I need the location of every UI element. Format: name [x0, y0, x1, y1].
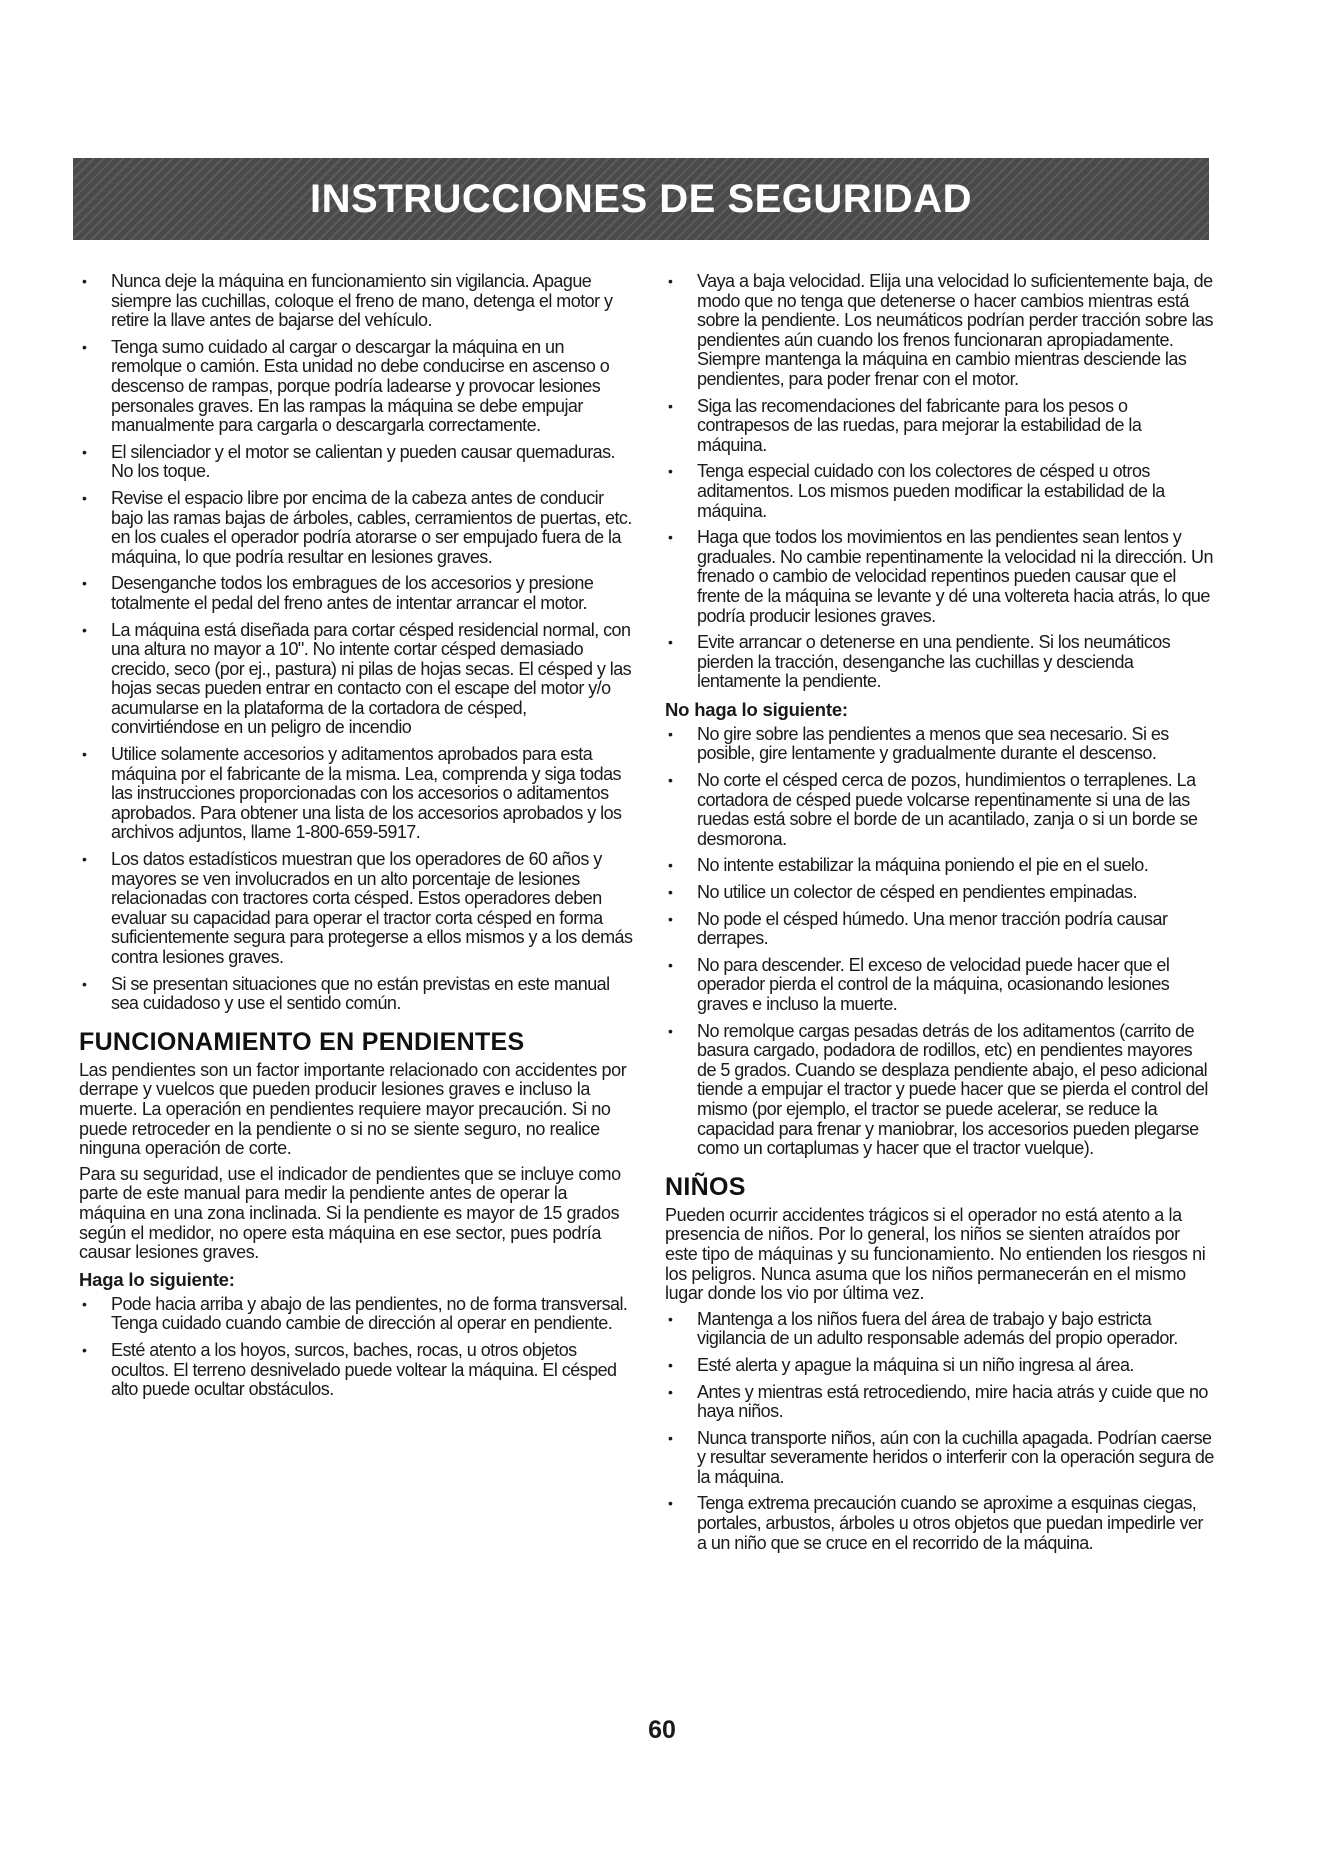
list-item: • No remolque cargas pesadas detrás de los aditamentos (carrito de basura cargado, podadora de rodillos, etc) en pendientes mayores de 5 grados. Cuando se desplaza pendiente abajo, el peso adicional tiende a empujar el tractor y puede hacer que se pierda el control del mismo (por ejemplo, el tractor se puede acelerar, se reduce la capacidad para frenar y maniobrar, los accesorios pueden plegarse como un cortaplumas y hacer que el tractor vuelque). [665, 1022, 1215, 1159]
do-list [79, 1295, 634, 1400]
list-item: • Antes y mientras está retrocediendo, mire hacia atrás y cuide que no haya niños. [665, 1383, 1215, 1422]
list-item: • No pode el césped húmedo. Una menor tracción podría causar derrapes. [665, 910, 1215, 949]
list-item: • Desenganche todos los embragues de los accesorios y presione totalmente el pedal del freno antes de intentar arrancar el motor. [79, 574, 634, 613]
list-item: • Nunca deje la máquina en funcionamiento sin vigilancia. Apague siempre las cuchillas, coloque el freno de mano, detenga el motor y retire la llave antes de bajarse del vehículo. [79, 272, 634, 331]
page-number: 60 [648, 1716, 676, 1744]
slopes-paragraph: Para su seguridad, use el indicador de pendientes que se incluye como parte de este manual para medir la pendiente antes de operar la máquina en una zona inclinada. Si la pendiente es mayor de 15 grados según el medidor, no opere esta máquina en ese sector, pues podría causar lesiones graves. [79, 1163, 621, 1263]
safety-list-right [665, 272, 1215, 692]
list-item: • Tenga extrema precaución cuando se aproxime a esquinas ciegas, portales, arbustos, árboles u otros objetos que puedan impedirle ver a un niño que se cruce en el recorrido de la máquina. [665, 1494, 1215, 1553]
slopes-paragraph: Las pendientes son un factor importante relacionado con accidentes por derrape y vuelcos que pueden producir lesiones graves e incluso la muerte. La operación en pendientes requiere mayor precaución. Si no puede retroceder en la pendiente o si no se siente seguro, no realice ninguna operación de corte. [79, 1059, 627, 1159]
children-list [665, 1310, 1215, 1554]
list-item: • No corte el césped cerca de pozos, hundimientos o terraplenes. La cortadora de césped puede volcarse repentinamente si una de las ruedas está sobre el borde de un acantilado, zanja o si un borde se desmorona. [665, 771, 1215, 849]
list-item: • No gire sobre las pendientes a menos que sea necesario. Si es posible, gire lentamente y gradualmente durante el descenso. [665, 725, 1215, 764]
list-item: • Utilice solamente accesorios y aditamentos aprobados para esta máquina por el fabricante de la misma. Lea, comprenda y siga todas las instrucciones proporcionadas con los accesorios o aditamentos aprobados. Para obtener una lista de los accesorios aprobados y los archivos adjuntos, llame 1-800-659-5917. [79, 745, 634, 843]
list-item: • Los datos estadísticos muestran que los operadores de 60 años y mayores se ven involucrados en un alto porcentaje de lesiones relacionadas con tractores corta césped. Estos operadores deben evaluar su capacidad para operar el tractor corta césped en forma suficientemente segura para protegerse a ellos mismos y a los demás contra lesiones graves. [79, 850, 634, 968]
do-heading: Haga lo siguiente: [79, 1268, 235, 1290]
list-item: • El silenciador y el motor se calientan y pueden causar quemaduras. No los toque. [79, 443, 634, 482]
children-paragraph: Pueden ocurrir accidentes trágicos si el operador no está atento a la presencia de niños. Por lo general, los niños se sienten atraídos por este tipo de máquinas y su funcionamiento. No entienden los riesgos ni los peligros. Nunca asuma que los niños permanecerán en el mismo lugar donde los vio por última vez. [665, 1204, 1206, 1304]
page-title: INSTRUCCIONES DE SEGURIDAD [310, 176, 972, 221]
list-item: • Siga las recomendaciones del fabricante para los pesos o contrapesos de las ruedas, para mejorar la estabilidad de la máquina. [665, 397, 1215, 456]
children-heading: NIÑOS [665, 1172, 746, 1201]
list-item: • Tenga especial cuidado con los colectores de césped u otros aditamentos. Los mismos pueden modificar la estabilidad de la máquina. [665, 462, 1215, 521]
section-title-banner [73, 158, 1209, 240]
list-item: • Pode hacia arriba y abajo de las pendientes, no de forma transversal. Tenga cuidado cuando cambie de dirección al operar en pendiente. [79, 1295, 634, 1334]
list-item: • No utilice un colector de césped en pendientes empinadas. [665, 883, 1215, 903]
list-item: • Haga que todos los movimientos en las pendientes sean lentos y graduales. No cambie repentinamente la velocidad ni la dirección. Un frenado o cambio de velocidad repentinos pueden causar que el frente de la máquina se levante y dé una voltereta hacia atrás, lo que podría producir lesiones graves. [665, 528, 1215, 626]
list-item: • Mantenga a los niños fuera del área de trabajo y bajo estricta vigilancia de un adulto responsable además del propio operador. [665, 1310, 1215, 1349]
list-item: • Revise el espacio libre por encima de la cabeza antes de conducir bajo las ramas bajas de árboles, cables, cerramientos de puertas, etc. en los cuales el operador podría atorarse o ser empujado fuera de la máquina, lo que podría resultar en lesiones graves. [79, 489, 634, 567]
list-item: • No intente estabilizar la máquina poniendo el pie en el suelo. [665, 856, 1215, 876]
list-item: • Si se presentan situaciones que no están previstas en este manual sea cuidadoso y use el sentido común. [79, 975, 634, 1014]
list-item: • No para descender. El exceso de velocidad puede hacer que el operador pierda el control de la máquina, ocasionando lesiones graves e incluso la muerte. [665, 956, 1215, 1015]
list-item: • Esté alerta y apague la máquina si un niño ingresa al área. [665, 1356, 1215, 1376]
list-item: • Nunca transporte niños, aún con la cuchilla apagada. Podrían caerse y resultar severamente heridos o interferir con la operación segura de la máquina. [665, 1429, 1215, 1488]
list-item: • Esté atento a los hoyos, surcos, baches, rocas, u otros objetos ocultos. El terreno desnivelado puede voltear la máquina. El césped alto puede ocultar obstáculos. [79, 1341, 634, 1400]
dont-heading: No haga lo siguiente: [665, 698, 848, 720]
safety-list-left [79, 272, 634, 1014]
dont-list [665, 725, 1215, 1159]
right-column [665, 272, 1215, 1560]
list-item: • La máquina está diseñada para cortar césped residencial normal, con una altura no mayor a 10". No intente cortar césped demasiado crecido, seco (por ej., pastura) ni pilas de hojas secas. El césped y las hojas secas pueden entrar en contacto con el escape del motor y/o acumularse en la plataforma de la cortadora de césped, convirtiéndose en un peligro de incendio [79, 621, 634, 739]
list-item: • Tenga sumo cuidado al cargar o descargar la máquina en un remolque o camión. Esta unidad no debe conducirse en ascenso o descenso de rampas, porque podría ladearse y provocar lesiones personales graves. En las rampas la máquina se debe empujar manualmente para cargarla o descargarla correctamente. [79, 338, 634, 436]
slopes-heading: FUNCIONAMIENTO EN PENDIENTES [79, 1027, 525, 1056]
list-item: • Evite arrancar o detenerse en una pendiente. Si los neumáticos pierden la tracción, desenganche las cuchillas y descienda lentamente la pendiente. [665, 633, 1215, 692]
list-item: • Vaya a baja velocidad. Elija una velocidad lo suficientemente baja, de modo que no tenga que detenerse o hacer cambios mientras está sobre la pendiente. Los neumáticos podrían perder tracción sobre las pendientes aún cuando los frenos funcionaran apropiadamente. Siempre mantenga la máquina en cambio mientras desciende las pendientes, para poder frenar con el motor. [665, 272, 1215, 390]
left-column [79, 272, 634, 1407]
